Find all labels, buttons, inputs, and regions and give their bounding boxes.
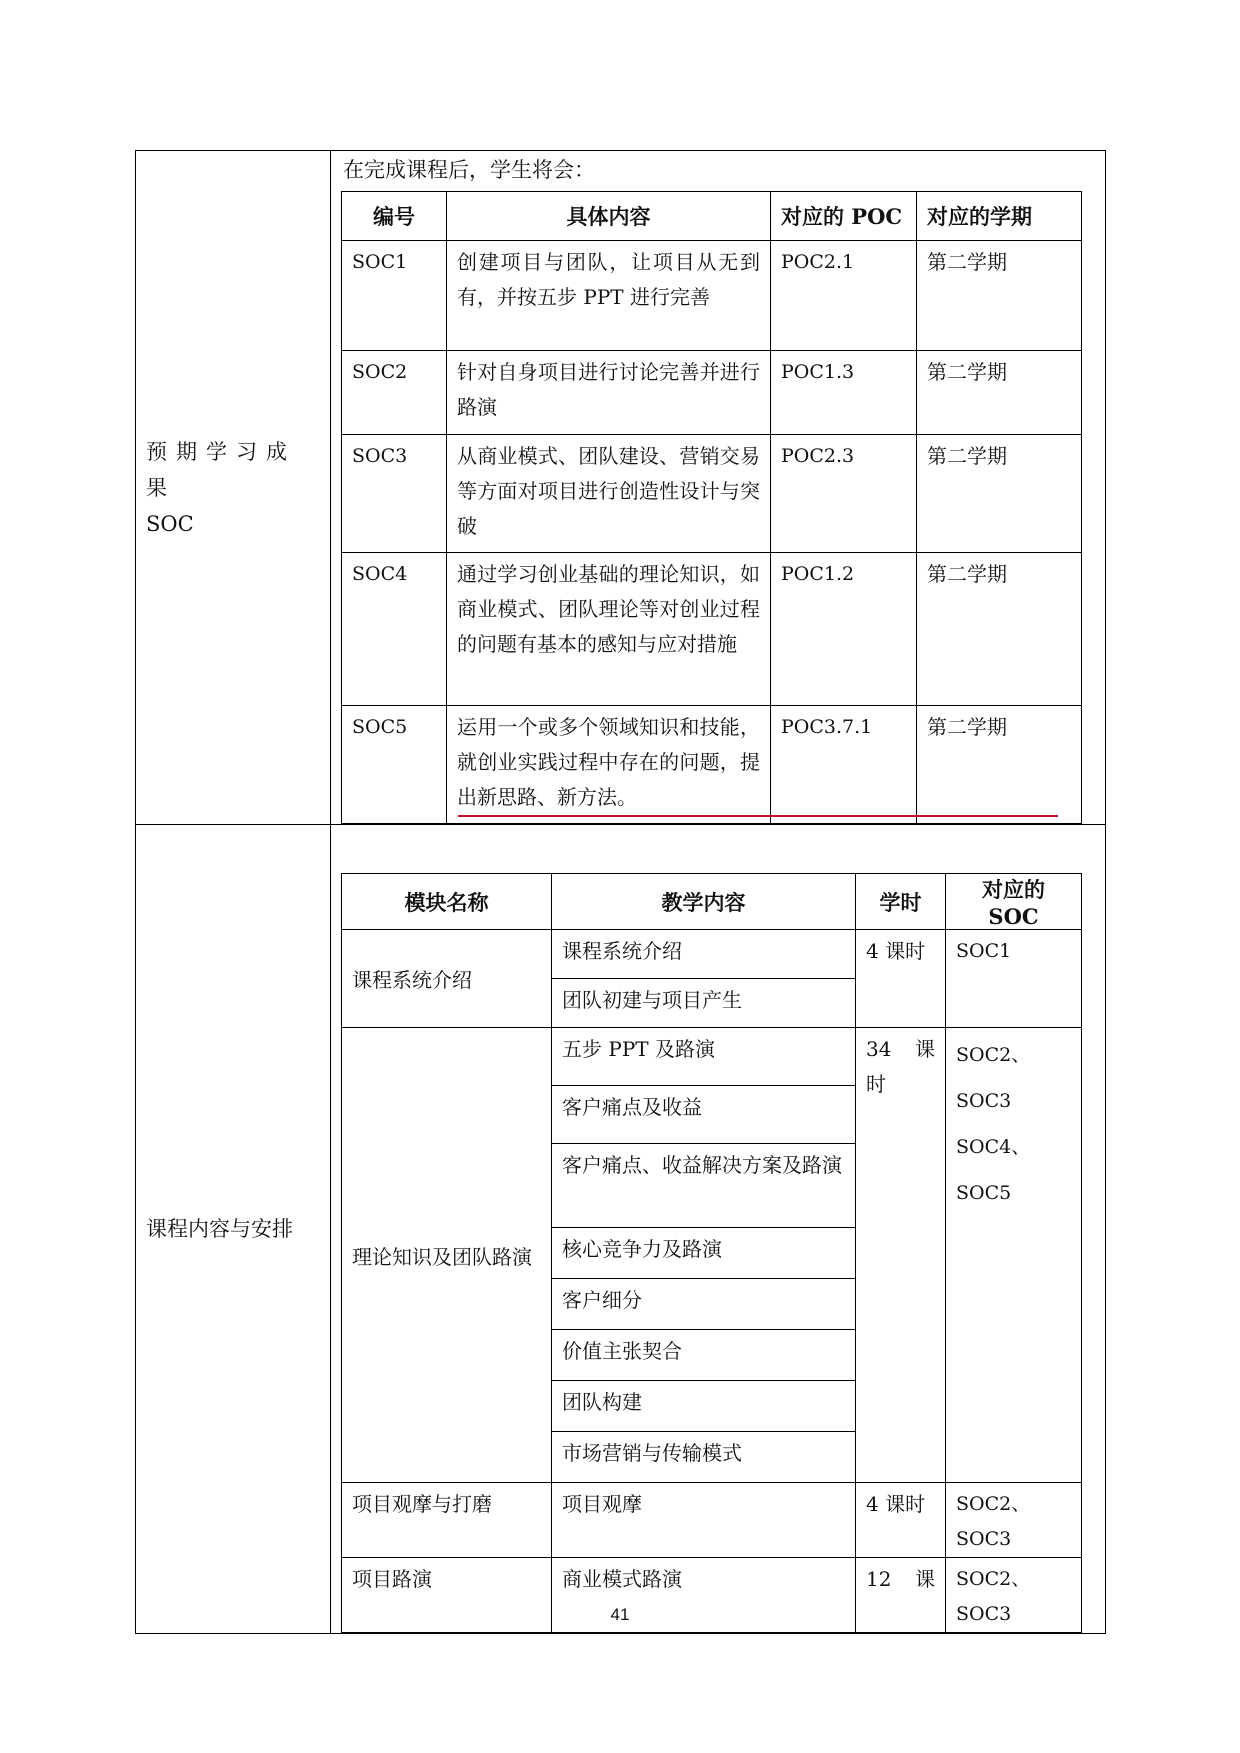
header-hours: 学时	[856, 874, 946, 930]
soc-label-line1: 预期学习成果	[146, 439, 296, 500]
soc-section-content	[331, 151, 1106, 825]
soc-id: SOC3	[342, 435, 447, 553]
module-content: 价值主张契合	[552, 1330, 856, 1381]
module-soc: SOC2、SOC3	[946, 1558, 1082, 1633]
module-hours	[856, 1028, 946, 1483]
soc-content: 针对自身项目进行讨论完善并进行路演	[447, 351, 771, 435]
module-content: 团队初建与项目产生	[552, 979, 856, 1028]
header-module: 模块名称	[342, 874, 552, 930]
module-content: 核心竞争力及路演	[552, 1228, 856, 1279]
content-label: 课程内容与安排	[146, 1217, 293, 1241]
table-row	[342, 706, 1082, 824]
hours-number: 12	[866, 1567, 892, 1591]
header-id: 编号	[342, 192, 447, 241]
soc-term: 第二学期	[917, 351, 1082, 435]
soc-poc: POC3.7.1	[771, 706, 917, 824]
soc-term: 第二学期	[917, 553, 1082, 706]
soc-term: 第二学期	[917, 241, 1082, 351]
soc-term: 第二学期	[917, 706, 1082, 824]
soc-label-line2: SOC	[146, 511, 194, 536]
soc-content: 创建项目与团队，让项目从无到有，并按五步 PPT 进行完善	[447, 241, 771, 351]
soc-table-header	[342, 192, 1082, 241]
header-content: 具体内容	[447, 192, 771, 241]
header-teaching: 教学内容	[552, 874, 856, 930]
soc-term: 第二学期	[917, 435, 1082, 553]
module-content: 商业模式路演	[552, 1558, 856, 1633]
content-section-body	[331, 825, 1106, 1634]
soc-content: 从商业模式、团队建设、营销交易等方面对项目进行创造性设计与突破	[447, 435, 771, 553]
module-name: 项目路演	[342, 1558, 552, 1633]
content-section-label	[136, 825, 331, 1634]
soc-intro-text: 在完成课程后，学生将会：	[343, 158, 595, 182]
table-row	[342, 435, 1082, 553]
table-row	[342, 930, 1082, 979]
soc-poc: POC1.3	[771, 351, 917, 435]
hours-number: 34	[866, 1037, 892, 1061]
red-underline-annotation	[458, 815, 1058, 817]
module-table-header	[342, 874, 1082, 930]
soc-id: SOC5	[342, 706, 447, 824]
hours-unit-a: 课	[915, 1037, 935, 1061]
soc-poc: POC2.3	[771, 435, 917, 553]
hours-unit: 课	[915, 1567, 935, 1591]
table-row	[342, 241, 1082, 351]
table-row	[342, 1028, 1082, 1086]
soc-content: 通过学习创业基础的理论知识，如商业模式、团队理论等对创业过程的问题有基本的感知与应对措施	[447, 553, 771, 706]
table-row	[342, 351, 1082, 435]
header-poc: 对应的 POC	[771, 192, 917, 241]
soc-poc: POC1.2	[771, 553, 917, 706]
table-row	[342, 553, 1082, 706]
module-name: 项目观摩与打磨	[342, 1483, 552, 1558]
soc-id: SOC4	[342, 553, 447, 706]
soc-section-label	[136, 151, 331, 825]
soc-table	[341, 191, 1082, 824]
soc-content: 运用一个或多个领域知识和技能，就创业实践过程中存在的问题，提出新思路、新方法。	[447, 706, 771, 824]
module-hours: 4 课时	[856, 930, 946, 1028]
module-content: 课程系统介绍	[552, 930, 856, 979]
module-content: 客户痛点及收益	[552, 1086, 856, 1144]
module-soc: SOC2、SOC3	[946, 1483, 1082, 1558]
module-soc	[946, 1028, 1082, 1483]
page-number: 41	[610, 1605, 630, 1624]
module-name: 理论知识及团队路演	[342, 1028, 552, 1483]
soc-section-row	[136, 151, 1106, 825]
module-content: 客户细分	[552, 1279, 856, 1330]
header-term: 对应的学期	[917, 192, 1082, 241]
module-content: 市场营销与传输模式	[552, 1432, 856, 1483]
content-section-row	[136, 825, 1106, 1634]
module-soc: SOC1	[946, 930, 1082, 1028]
module-hours: 4 课时	[856, 1483, 946, 1558]
soc-poc: POC2.1	[771, 241, 917, 351]
course-outline-table	[135, 150, 1106, 1634]
module-content: 五步 PPT 及路演	[552, 1028, 856, 1086]
hours-unit-b: 时	[866, 1072, 886, 1096]
module-content: 客户痛点、收益解决方案及路演	[552, 1144, 856, 1228]
header-soc: 对应的 SOC	[946, 874, 1082, 930]
module-content: 项目观摩	[552, 1483, 856, 1558]
soc-line1: SOC2、SOC3	[956, 1044, 1031, 1112]
table-row	[342, 1483, 1082, 1558]
module-table	[341, 873, 1082, 1633]
module-content: 团队构建	[552, 1381, 856, 1432]
soc-line2: SOC4、SOC5	[956, 1136, 1031, 1204]
module-name: 课程系统介绍	[342, 930, 552, 1028]
soc-id: SOC1	[342, 241, 447, 351]
soc-id: SOC2	[342, 351, 447, 435]
